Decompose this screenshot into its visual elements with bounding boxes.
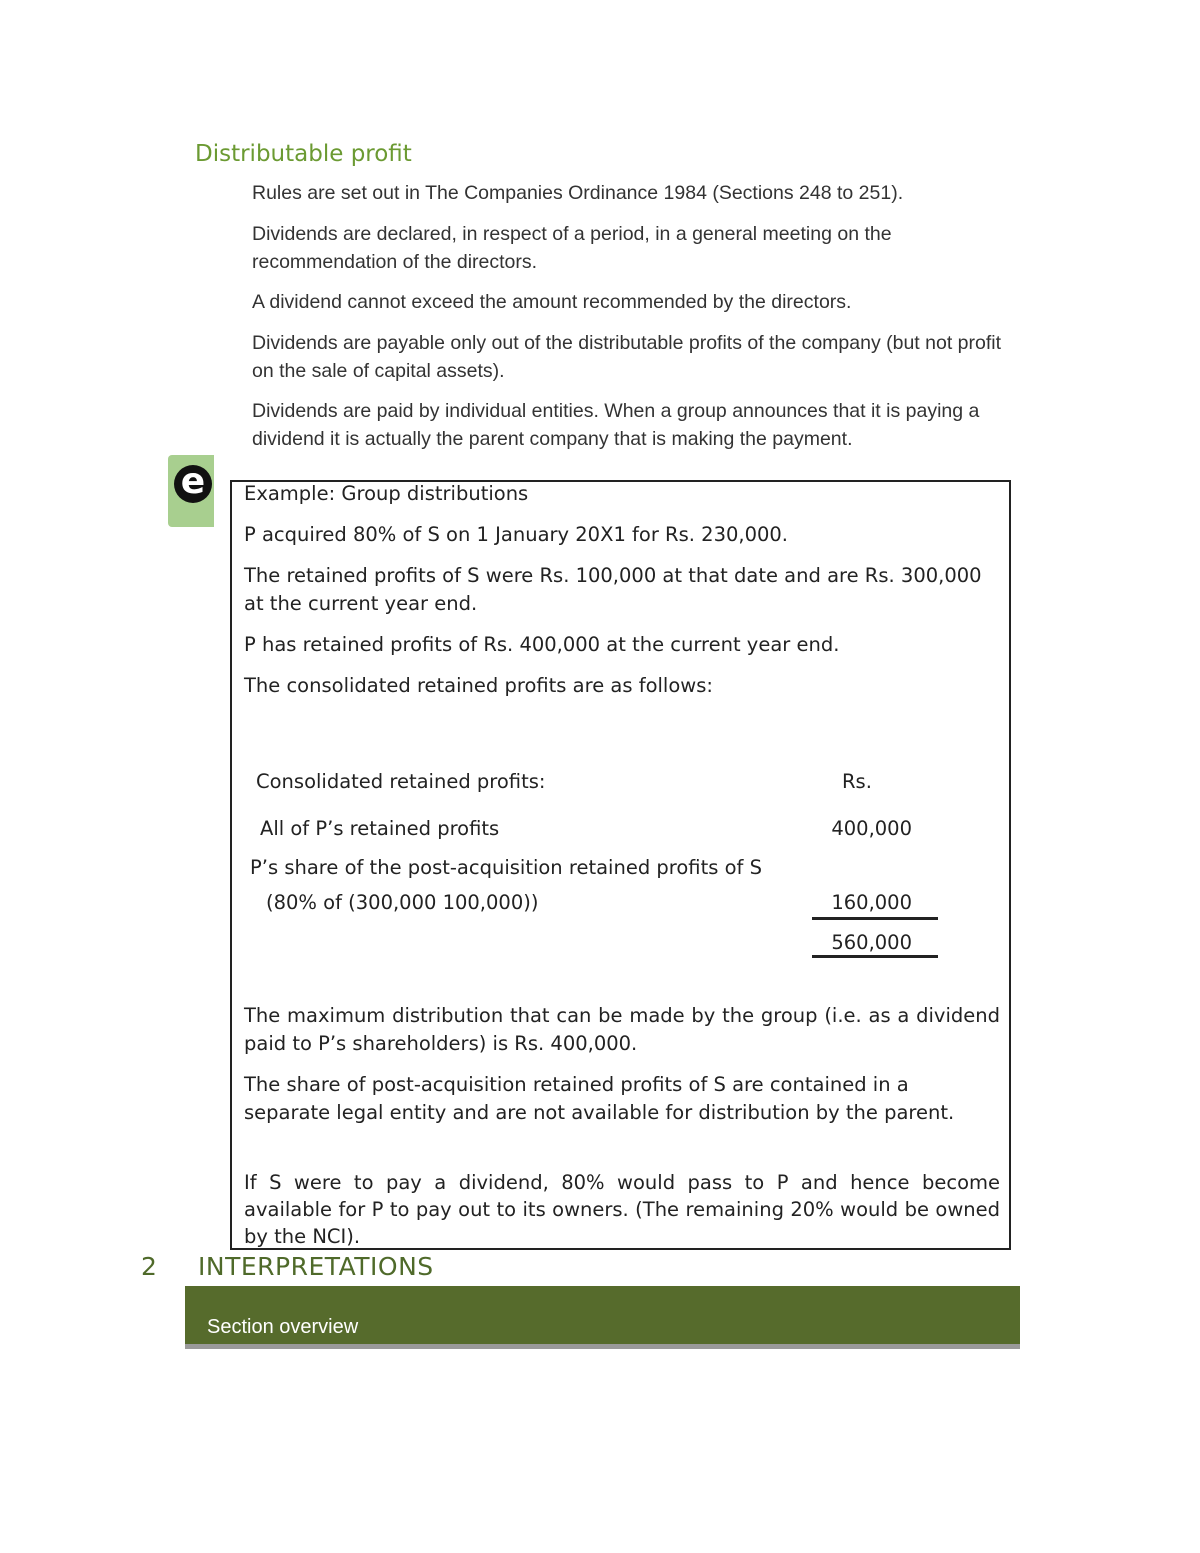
paragraph-rules: Rules are set out in The Companies Ordinance 1984 (Sections 248 to 251). — [252, 182, 904, 204]
table-header-label: Consolidated retained profits: — [256, 770, 546, 793]
paragraph-group: Dividends are paid by individual entities. When a group announces that it is paying a dividend it is actually the parent company that is making the payment. — [252, 400, 980, 450]
section-title: INTERPRETATIONS — [198, 1252, 434, 1281]
example-line-acquired: P acquired 80% of S on 1 January 20X1 for Rs. 230,000. — [244, 523, 789, 546]
total-rule — [812, 955, 938, 958]
example-badge — [168, 455, 214, 527]
table-total-value: 560,000 — [831, 931, 912, 954]
section-heading: Distributable profit — [195, 141, 412, 167]
paragraph-payable: Dividends are payable only out of the distributable profits of the company (but not profit on the sale of capital assets). — [252, 332, 1002, 382]
section-overview-label: Section overview — [207, 1316, 359, 1338]
example-title: Example: Group distributions — [244, 482, 529, 505]
table-header-unit: Rs. — [842, 770, 872, 793]
example-note-separate: The share of post-acquisition retained profits of S are contained in a separate legal entity and are not available for distribution by the parent. — [244, 1073, 955, 1124]
table-row-calc-label: (80% of (300,000 100,000)) — [266, 891, 539, 914]
table-row-p-value: 400,000 — [831, 817, 912, 840]
example-icon: e — [174, 465, 212, 503]
example-note-maximum: The maximum distribution that can be made by the group (i.e. as a dividend paid to P’s shareholders) is Rs. 400,000. — [244, 1004, 1000, 1055]
table-row-share-label: P’s share of the post-acquisition retained profits of S — [250, 856, 762, 879]
example-line-consolidated: The consolidated retained profits are as follows: — [244, 674, 713, 697]
table-row-calc-value: 160,000 — [831, 891, 912, 914]
paragraph-declared: Dividends are declared, in respect of a period, in a general meeting on the recommendation of the directors. — [252, 223, 892, 273]
example-line-retained-s: The retained profits of S were Rs. 100,000 at that date and are Rs. 300,000 at the current year end. — [244, 564, 982, 615]
example-line-retained-p: P has retained profits of Rs. 400,000 at the current year end. — [244, 633, 840, 656]
table-row-p-label: All of P’s retained profits — [260, 817, 500, 840]
example-note-dividend: If S were to pay a dividend, 80% would pass to P and hence become available for P to pay out to its owners. (The remaining 20% would be owned by the NCI). — [244, 1171, 1000, 1248]
section-number: 2 — [141, 1252, 157, 1281]
paragraph-limit: A dividend cannot exceed the amount recommended by the directors. — [252, 291, 852, 313]
section-overview-banner — [185, 1286, 1020, 1349]
subtotal-rule — [812, 917, 938, 920]
